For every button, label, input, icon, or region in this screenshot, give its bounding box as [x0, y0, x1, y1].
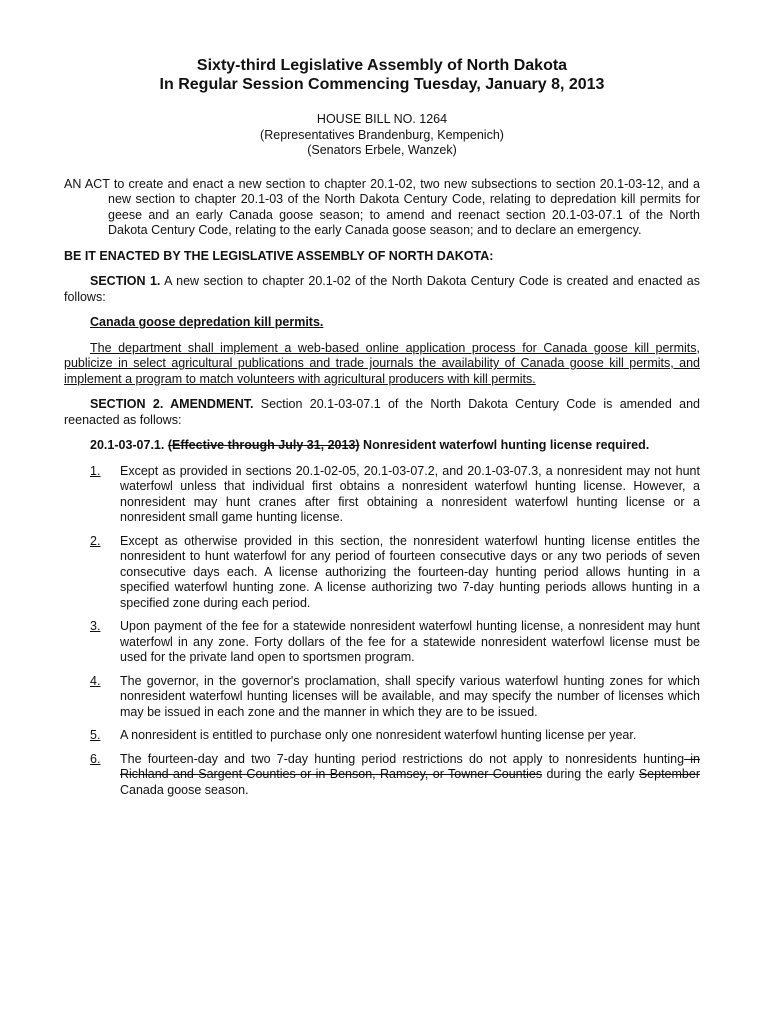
statute-title: Nonresident waterfowl hunting license required.	[359, 438, 650, 452]
item6-text-a: The fourteen-day and two 7-day hunting period restrictions do not apply to nonresidents hunting	[120, 751, 685, 766]
subsection-item	[64, 728, 700, 744]
subsection-number: 6.	[90, 751, 101, 766]
session-title: In Regular Session Commencing Tuesday, January 8, 2013	[159, 76, 605, 93]
subsection-number: 2.	[90, 533, 101, 548]
subsection-number: 1.	[90, 463, 101, 478]
section-2-intro	[64, 397, 700, 428]
representatives-line: (Representatives Brandenburg, Kempenich)	[260, 127, 504, 142]
depredation-heading: Canada goose depredation kill permits.	[90, 315, 324, 329]
assembly-title: Sixty-third Legislative Assembly of North Dakota	[196, 57, 568, 74]
subsection-number: 5.	[90, 728, 101, 742]
subsection-text: The governor, in the governor's proclamation, shall specify various waterfowl hunting zones for which nonresident waterfowl hunting licenses will be available, and may specify the number of licenses which may be issued in each zone and the manner in which they are to be issued.	[120, 673, 700, 719]
struck-effective-date: (Effective through July 31, 2013)	[167, 438, 360, 452]
subsection-item	[64, 752, 700, 799]
subsection-text: Except as provided in sections 20.1-02-05, 20.1-03-07.2, and 20.1-03-07.3, a nonresident may not hunt waterfowl unless that individual first obtains a nonresident waterfowl hunting license. However, a nonresident may hunt cranes after first obtaining a nonresident waterfowl hunting license or a nonresident small game hunting license.	[120, 463, 700, 524]
section-2-label: SECTION 2. AMENDMENT.	[90, 397, 254, 411]
subsection-number: 4.	[90, 673, 101, 688]
item6-struck-september: September	[638, 767, 700, 781]
item6-struck-counties: in Richland and Sargent Counties or in Benson, Ramsey, or Towner Counties	[120, 751, 701, 781]
item6-text-b: during the early	[542, 767, 639, 781]
section-1-body: The department shall implement a web-based online application process for Canada goose kill permits, publicize in select agricultural publications and trade journals the availability of Canada goose kill permits, and implement a program to match volunteers with agricultural producers with kill permits.	[64, 340, 700, 386]
section-1-text: A new section to chapter 20.1-02 of the North Dakota Century Code is created and enacted as follows:	[64, 274, 700, 304]
section-1-intro	[64, 274, 700, 305]
subsection-text: A nonresident is entitled to purchase only one nonresident waterfowl hunting license per year.	[120, 728, 637, 742]
item6-text-c: Canada goose season.	[120, 782, 249, 797]
section-1-heading	[64, 315, 700, 331]
bill-page	[64, 56, 700, 806]
subsection-item	[64, 619, 700, 666]
statute-number: 20.1-03-07.1.	[90, 438, 165, 452]
section-2-text: Section 20.1-03-07.1 of the North Dakota Century Code is amended and reenacted as follows:	[64, 397, 700, 427]
senators-line: (Senators Erbele, Wanzek)	[307, 143, 457, 157]
subsection-item	[64, 534, 700, 612]
subsection-text: Except as otherwise provided in this section, the nonresident waterfowl hunting license entitles the nonresident to hunt waterfowl for any period of fourteen consecutive days or any two periods of seven consecutive days each. A license authorizing the fourteen-day hunting period allows hunting in a specified waterfowl hunting zone. A license authorizing two 7-day hunting periods allows hunting in a specified zone during each period.	[120, 533, 700, 610]
subsection-item	[64, 674, 700, 721]
act-paragraph: AN ACT to create and enact a new section to chapter 20.1-02, two new subsections to section 20.1-03-12, and a new section to chapter 20.1-03 of the North Dakota Century Code, relating to depredation kill permits for geese and an early Canada goose season; to amend and reenact section 20.1-03-07.1 of the North Dakota Century Code, relating to the early Canada goose season; and to declare an emergency.	[64, 176, 700, 237]
statute-heading	[64, 438, 700, 454]
subsection-number: 3.	[90, 619, 101, 633]
subsection-text: Upon payment of the fee for a statewide nonresident waterfowl hunting license, a nonresident may hunt waterfowl in any zone. Forty dollars of the fee for a statewide nonresident waterfowl license must be used for the private land open to sportsmen program.	[120, 619, 700, 664]
enacting-clause: BE IT ENACTED BY THE LEGISLATIVE ASSEMBLY OF NORTH DAKOTA:	[64, 248, 494, 263]
subsection-list	[64, 464, 700, 744]
section-1-label: SECTION 1.	[90, 274, 161, 288]
subsection-item	[64, 464, 700, 526]
bill-number: HOUSE BILL NO. 1264	[316, 112, 448, 126]
subsection-text	[120, 752, 700, 799]
